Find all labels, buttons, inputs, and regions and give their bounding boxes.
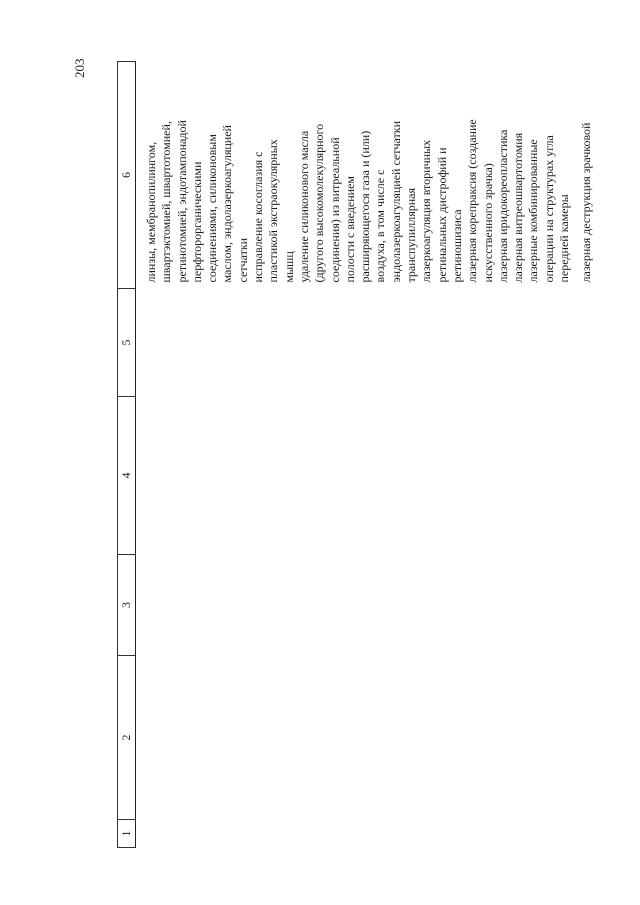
list-item: лазерная корепраксия (создание искусственного зрачка): [465, 119, 495, 283]
list-item: линзы, мембранопилингом, швартэктомией, швартотомией, ретинотомией, эндотампонадой перфторорганическими соединениями, силиконовым маслом, эндолазеркоагуляцией сетчатки: [144, 120, 250, 283]
cell-col-3: [136, 555, 595, 656]
column-header-1: 1: [118, 820, 136, 848]
cell-col-5: [136, 289, 595, 397]
table-header-row: [118, 62, 136, 848]
list-item: лазерная деструкция зрачковой: [579, 122, 594, 283]
column-header-3: 3: [118, 555, 136, 656]
list-item: лазерная иридокореопластика: [495, 129, 510, 283]
table-row: [136, 62, 595, 848]
procedure-list: [136, 62, 595, 289]
list-item: лазерные комбинированные операции на структурах угла передней камеры: [526, 135, 572, 283]
column-header-5: 5: [118, 289, 136, 397]
procedures-table: [117, 61, 595, 848]
cell-col-1: [136, 820, 595, 848]
rotated-table-wrapper: [117, 62, 594, 848]
cell-col-4: [136, 397, 595, 555]
list-item: транспупиллярная лазеркоагуляция вторичных ретинальных дистрофий и ретиношизиса: [404, 139, 464, 283]
list-item: удаление силиконового масла (другого высокомолекулярного соединения) из витреальной полости с введением расширяющегося газа и (или) воздуха, в том числе с эндолазеркоагуляцией сетчатки: [296, 120, 403, 283]
list-item: лазерная витреошвартотомия: [511, 132, 526, 283]
column-header-2: 2: [118, 656, 136, 820]
page-number: 203: [72, 58, 87, 78]
cell-col-2: [136, 656, 595, 820]
column-header-6: 6: [118, 62, 136, 289]
column-header-4: 4: [118, 397, 136, 555]
list-item: исправление косоглазия с пластикой экстраокулярных мышц: [251, 139, 296, 283]
cell-col-6: [136, 62, 595, 289]
